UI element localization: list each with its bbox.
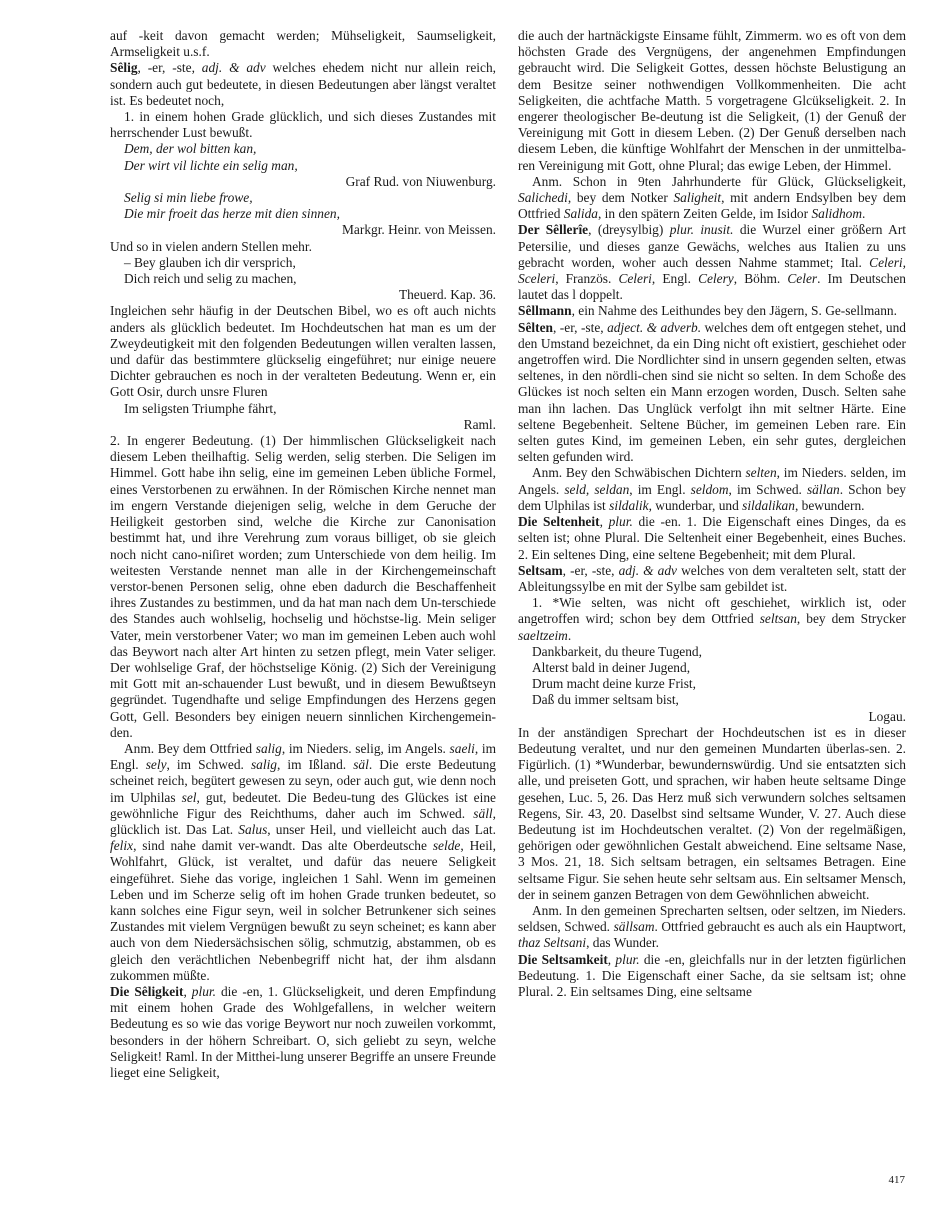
right-paragraph-1: Anm. Schon in 9ten Jahrhunderte für Glück, Glückseligkeit, Salichedi, bey dem Notker Saligheit, mit andern Endsylben bey dem Ottfried Salida, in den spätern Zeiten Gelde, im Isidor Salidhom.: [518, 173, 907, 222]
left-paragraph-14: Im seligsten Triumphe fährt,: [124, 400, 277, 416]
right-paragraph-13: Logau.: [868, 708, 906, 724]
left-paragraph-11: Dich reich und selig zu machen,: [124, 271, 297, 287]
right-paragraph-3: Sêllmann, ein Nahme des Leithundes bey den Jägern, S. Ge-sellmann.: [518, 303, 897, 319]
left-paragraph-9: Und so in vielen andern Stellen mehr.: [110, 238, 312, 254]
right-paragraph-11: Drum macht deine kurze Frist,: [532, 676, 696, 692]
right-paragraph-2: Der Sêllerîe, (dreysylbig) plur. inusit. die Wurzel einer größern Art Petersilie, und dieses ganze Gewächs, welches aus Italien zu uns gebracht worden, woher auch dessen Nahme stammet; Ital. Celeri, Sceleri, Französ. Celeri, Engl. Celery, Böhm. Celer. Im Deutschen lautet das l doppelt.: [518, 222, 906, 303]
left-paragraph-8: Markgr. Heinr. von Meissen.: [342, 222, 496, 238]
left-paragraph-13: Ingleichen sehr häufig in der Deutschen Bibel, wo es oft auch nichts anders als glücklich bedeutet. Im Hochdeutschen hat man es um der Zweydeutigkeit mit den folgenden Bedeutungen willen veralten lassen, und dafür das bestimmtere glückselig eingeführet; nur einige neuere Dichter gebrauchen es noch in der veralteten Bedeutung. Wenn er, ein Gott Osir, durch unsre Fluren: [110, 303, 496, 400]
left-paragraph-12: Theuerd. Kap. 36.: [398, 287, 496, 303]
right-paragraph-6: Die Seltenheit, plur. die -en. 1. Die Eigenschaft eines Dinges, da es selten ist; ohne Plural. Die Seltenheit einer Begebenheit, eines Buches. 2. Ein seltenes Ding, eine seltene Begebenheit; mit dem Plural.: [518, 514, 906, 562]
left-paragraph-6: Selig si min liebe frowe,: [124, 190, 253, 206]
right-paragraph-10: Alterst bald in deiner Jugend,: [532, 659, 691, 675]
right-paragraph-0: die auch der hartnäckigste Einsame fühlt, Zimmerm. wo es oft von dem höchsten Grade des Vergnügens, der angenehmen Empfindungen gebraucht wird. Die Seligkeit Gottes, dessen höchste Belustigung an dem Besitze seiner nothwendigen Vollkommenheiten. Die acht Seligkeiten, die achtfache Matth. 5 vorgetragene Glcükseligkeit. 2. In engerer theologischer Be-deutung ist die Seligkeit, (1) der Genuß der Vereinigung mit Gott in diesem Leben. (2) Der Genuß derselben nach diesem Leben, die künftige Wohlfahrt der Menschen in der unmittelba-ren Vereinigung mit Gott, ohne Plural; das ewige Leben, der Himmel.: [518, 28, 906, 173]
right-paragraph-5: Anm. Bey den Schwäbischen Dichtern selten, im Nieders. selden, im Angels. seld, seldan, im Engl. seldom, im Schwed. sällan. Schon bey dem Ulphilas ist sildalik, wunderbar, und sildalikan, bewundern.: [518, 465, 906, 513]
left-paragraph-2: 1. in einem hohen Grade glücklich, und sich dieses Zustandes mit herrschender Lust bewußt.: [110, 109, 496, 141]
left-paragraph-10: – Bey glauben ich dir versprich,: [124, 254, 296, 270]
right-paragraph-16: Die Seltsamkeit, plur. die -en, gleichfalls nur in der letzten figürlichen Bedeutung. 1. Die Eigenschaft einer Sache, da sie seltsam ist; ohne Plural. 2. Ein seltsames Ding, eine seltsame: [518, 951, 906, 999]
right-paragraph-4: Sêlten, -er, -ste, adject. & adverb. welches dem oft entgegen stehet, und den Umstand bezeichnet, da ein Ding nicht oft existiert, geschiehet oder angetroffen wird. Die Nordlichter sind in unsern gegenden selten, etwas seltenes, in den nördli-chen sind sie nicht so selten. In dem Schoße des Glückes ist noch selten ein Mann erzogen worden, Dusch. Selten sahe man ihn lachen. Das Unglück verfolgt ihn mit seltner Härte. Eine seltene Begebenheit. Seltene Bücher, im gemeinen Leben rare. Ein selten gutes Kind, im gemeinen Leben, ein sehr gutes, dergleichen selten gefunden wird.: [518, 319, 906, 465]
right-paragraph-15: Anm. In den gemeinen Sprecharten seltsen, oder seltzen, im Nieders. seldsen, Schwed. sällsam. Ottfried gebraucht es auch als ein Hauptwort, thaz Seltsani, das Wunder.: [518, 902, 906, 951]
right-paragraph-8: 1. *Wie selten, was nicht oft geschiehet, wirklich ist, oder angetroffen wird; schon bey dem Ottfried seltsan, bey dem Strycker saeltzeim.: [518, 595, 906, 643]
left-paragraph-4: Der wirt vil lichte ein selig man,: [124, 157, 298, 173]
left-paragraph-0: auf -keit davon gemacht werden; Mühseligkeit, Saumseligkeit, Armseligkeit u.s.f.: [110, 28, 496, 60]
right-paragraph-7: Seltsam, -er, -ste, adj. & adv welches von dem veralteten selt, statt der Ableitungssylbe en mit der Sylbe sam gebildet ist.: [518, 562, 907, 594]
right-paragraph-12: Daß du immer seltsam bist,: [532, 692, 679, 708]
left-paragraph-17: Anm. Bey dem Ottfried salig, im Nieders. selig, im Angels. saeli, im Engl. sely, im Schwed. salig, im Ißland. säl. Die erste Bedeutung scheinet reich, begütert gewesen zu seyn, oder auch gut, wie denn noch im Ulphilas sel, gut, bedeutet. Die Bedeu-tung des Glückes ist eine gewöhnliche Figur des Reichthums, daher auch im Schwed. säll, glücklich ist. Das Lat. Salus, unser Heil, und vielleicht auch das Lat. felix, sind nahe damit ver-wandt. Das alte Oberdeutsche selde, Heil, Wohlfahrt, Glück, ist veraltet, und dafür das neuere Seligkeit eingeführet. Siehe das vorige, ingleichen 1 Sahl. Wenn im gemeinen Leben und im Scherze selig oft im hohen Grade trunken bedeutet, so kann solches eine Figur seyn, weil in solcher Betrunkener sich seines Zustandes mit vielem Vergnügen bewußt zu seyn scheinet; es kann aber auch von dem Niedersächsischen sölig, schmutzig, abstammen, ob es gleich den verächtlichen Nebenbegriff nicht hat, der ihm alsdann zukommen müßte.: [110, 740, 496, 983]
left-paragraph-5: Graf Rud. von Niuwenburg.: [345, 173, 496, 189]
left-paragraph-18: Die Sêligkeit, plur. die -en, 1. Glückseligkeit, und deren Empfindung mit einem hohen Grade des Wohlgefallens, in welcher weitern Bedeutung es so wie das vorige Beywort nur noch zuweilen vorkommt, besonders in der höhern Schreibart. O, sich geliebt zu seyn, welche Seligkeit! Raml. In der Mitthei-lung unserer Begriffe an unsere Freunde lieget eine Seligkeit,: [110, 983, 496, 1080]
right-column: [518, 28, 906, 1000]
left-column: [110, 28, 496, 1081]
left-paragraph-16: 2. In engerer Bedeutung. (1) Der himmlischen Glückseligkeit nach diesem Leben theilhaftig. Selig werden, selig sterben. Die Seligen im Himmel. Gott habe ihn selig, eine im gemeinen Leben übliche Formel, eines Verstorbenen zu erwähnen. In der Römischen Kirche nennet man im engern Verstande diejenigen selig, welche in dem Geruche der Heiligkeit gestorben sind, welche die Kirche zur Canonisation bestimmt hat, und ihre Verehrung zum voraus billiget, ob sie gleich noch nicht cano-niſiret worden; zum Unterschiede von dem heilig. Im weitesten Verstande nennet man alle in der Kirchengemeinschaft verstor-benen Personen selig, ohne eben dadurch die Beschaffenheit ihres Zustandes zu bestimmen, und da hat man nach dem Un-terschiede des Standes auch wohlselig, hochselig und höchstse-lig. Mein seliger Vater, mein verstorbener Vater; wo man im gemeinen Leben auch wohl das Beywort nach alter Art hinten zu setzen pflegt, mein Vater seliger. Der wohlselige Graf, der höchstselige König. (2) Sich der Vereinigung mit Gott mit an-schauender Lust bewußt, und in diesem Bewußtseyn gegründet. Tugendhafte und selige Empfindungen des Herzens gegen Gott, Gell. Besonders bey einigen neuern sinnlichen Kirchengemein-den.: [110, 433, 496, 740]
right-paragraph-14: In der anständigen Sprechart der Hochdeutschen ist es in dieser Bedeutung veraltet, und nur den gemeinen Mundarten überlas-sen. 2. Figürlich. (1) *Wunderbar, bewundernswürdig. Und sie entsatzten sich alle, und preiseten Gott, und sprachen, wir haben heute seltsame Dinge gesehen, Luc. 5, 26. Das Herz muß sich verwundern solches seltsamen Regens, Sir. 43, 20. Daselbst sind seltsame Wunder, V. 27. Auch diese Bedeutung ist im Hochdeutschen veraltet. (2) Von der regelmäßigen, gehörigen oder gewöhnlichen Gestalt abweichend. Eine seltsame Nase, 3 Mos. 21, 18. Sich seltsam betragen, ein seltsames Betragen. Eine seltsame Figur. Sie sehen heute sehr seltsam aus. Ein seltsamer Mensch, der in seinem ganzen Betragen von dem Gewöhnlichen abweicht.: [518, 724, 906, 902]
left-paragraph-1: Sêlig, -er, -ste, adj. & adv welches ehedem nicht nur allein reich, sondern auch gut bedeutete, in diesen Bedeutungen aber längst veraltet ist. Es bedeutet noch,: [110, 60, 497, 108]
right-paragraph-9: Dankbarkeit, du theure Tugend,: [532, 643, 702, 659]
left-paragraph-7: Die mir froeit das herze mit dien sinnen,: [124, 206, 340, 222]
left-paragraph-15: Raml.: [463, 416, 496, 432]
page-number: 417: [888, 1174, 905, 1186]
left-paragraph-3: Dem, der wol bitten kan,: [124, 141, 257, 157]
